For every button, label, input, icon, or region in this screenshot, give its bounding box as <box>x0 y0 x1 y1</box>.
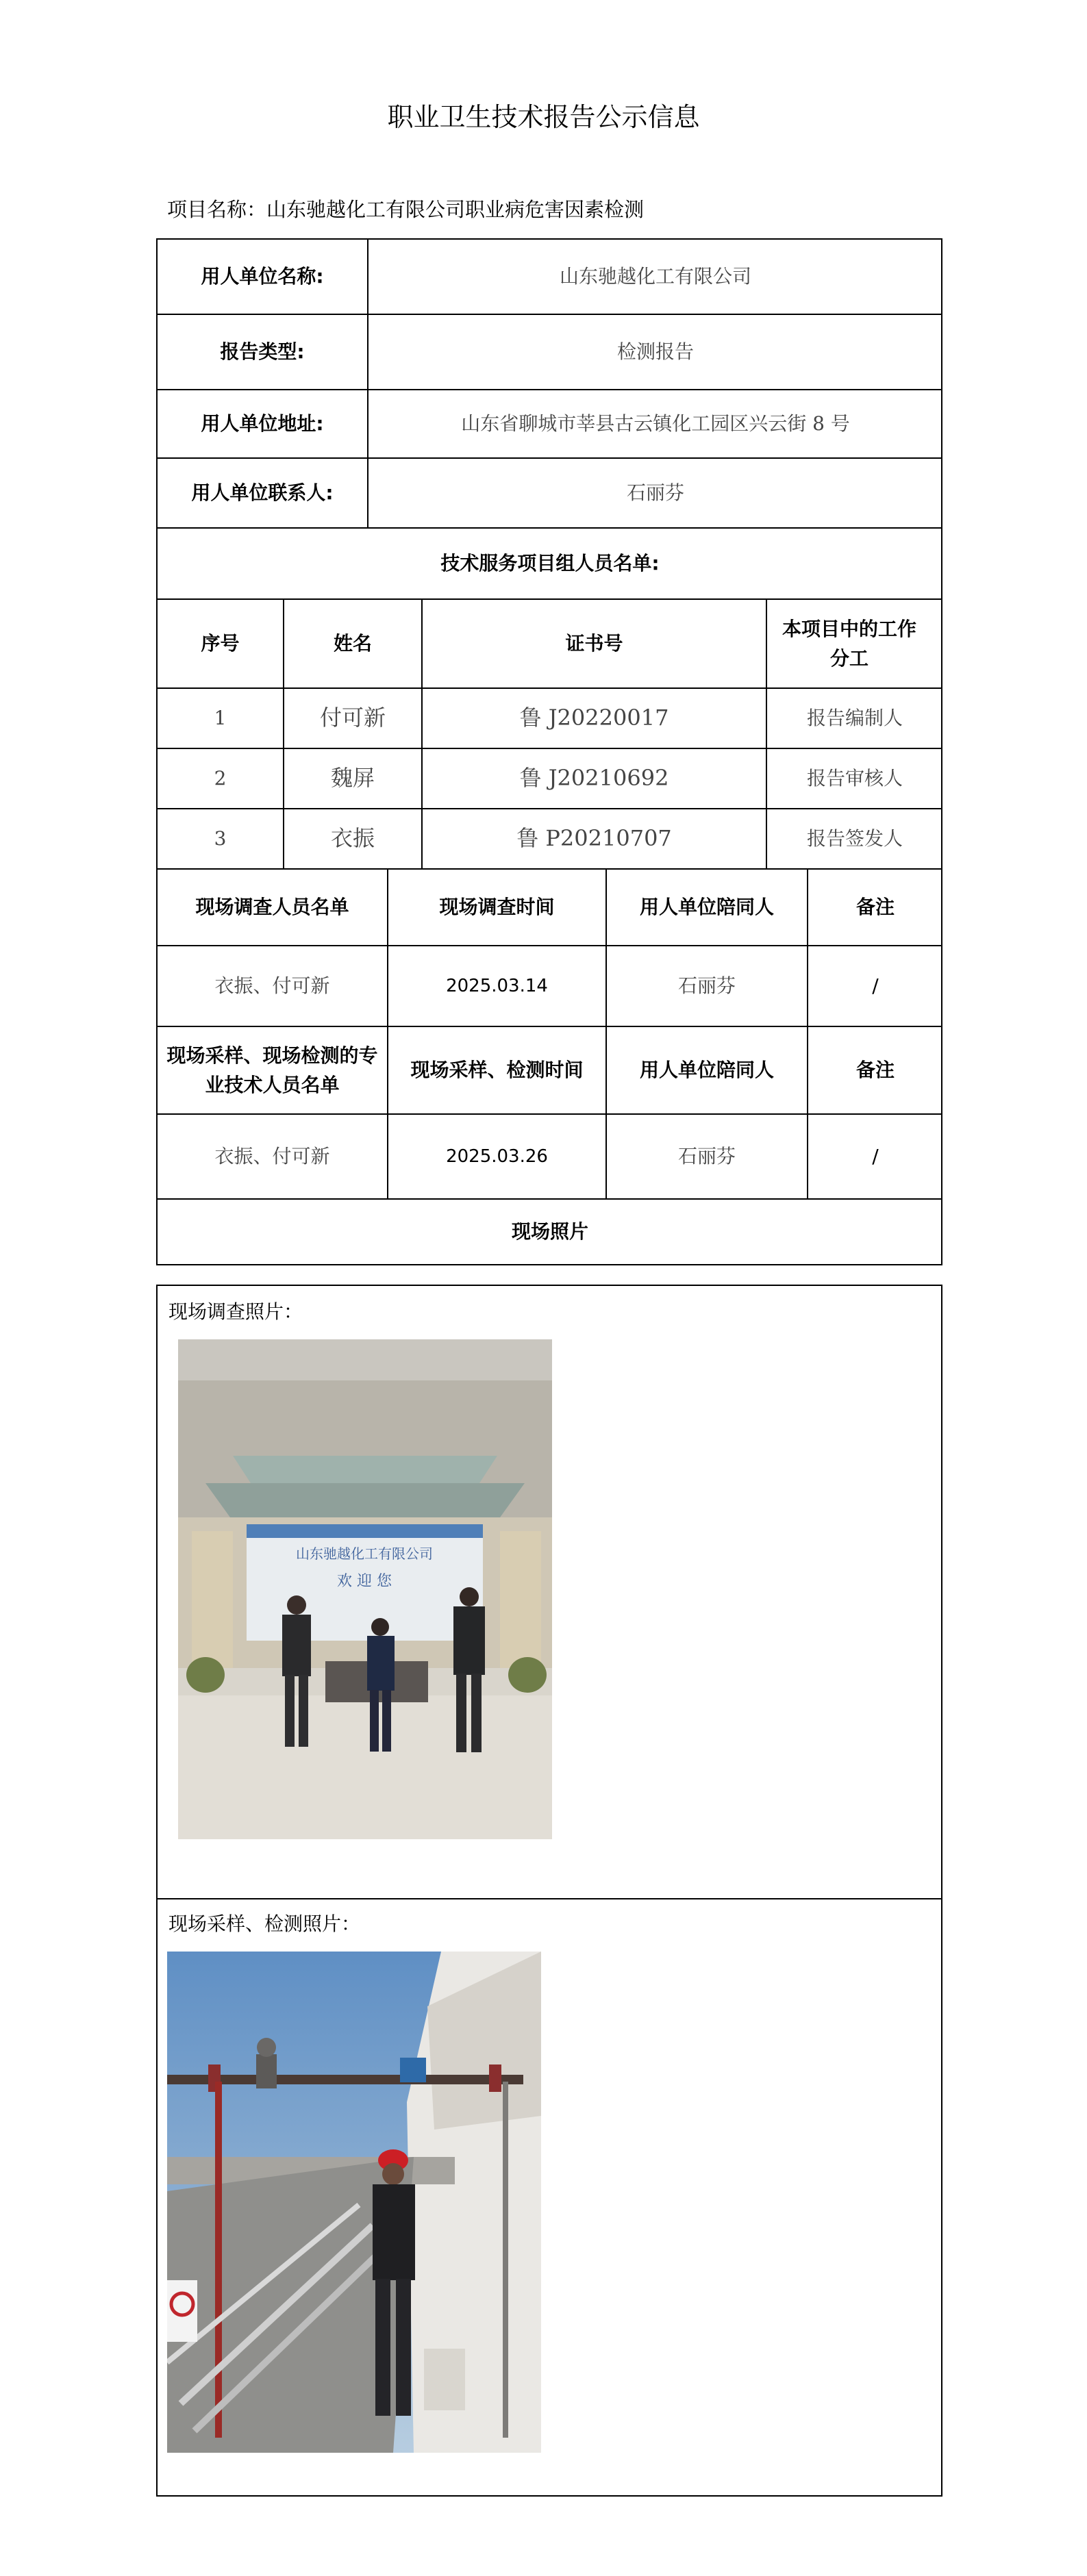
survey-note: / <box>872 974 879 998</box>
survey-header-time: 现场调查时间 <box>439 896 555 919</box>
value-contact: 石丽芬 <box>626 481 684 505</box>
sampling-time: 2025.03.26 <box>446 1146 548 1167</box>
sampling-photo <box>167 1952 541 2453</box>
team-row-1-cert: 鲁 J20220017 <box>519 705 669 731</box>
value-report-type: 检测报告 <box>616 340 694 364</box>
survey-escort: 石丽芬 <box>677 974 736 998</box>
team-header-no: 序号 <box>201 632 240 655</box>
sampling-header-note: 备注 <box>855 1059 895 1082</box>
team-row-3-role: 报告签发人 <box>806 827 903 850</box>
sampling-staff: 衣振、付可新 <box>214 1145 330 1168</box>
sampling-escort: 石丽芬 <box>677 1145 736 1168</box>
sampling-header-escort: 用人单位陪同人 <box>639 1059 774 1082</box>
team-row-2-role: 报告审核人 <box>806 767 903 790</box>
sampling-note: / <box>872 1145 879 1168</box>
sampling-header-time: 现场采样、检测时间 <box>410 1059 584 1082</box>
photo-box <box>156 1285 942 2497</box>
team-header-cert: 证书号 <box>565 632 623 655</box>
team-row-2-name: 魏屏 <box>330 765 375 792</box>
team-row-1-no: 1 <box>214 707 227 730</box>
lobby-sign-text: 山东驰越化工有限公司 <box>296 1545 433 1562</box>
sampling-header-staff: 现场采样、现场检测的专业技术人员名单 <box>166 1044 378 1096</box>
team-heading: 技术服务项目组人员名单: <box>440 552 660 575</box>
survey-header-staff: 现场调查人员名单 <box>195 896 349 919</box>
team-row-1-role: 报告编制人 <box>806 707 903 730</box>
page-title: 职业卫生技术报告公示信息 <box>387 102 700 132</box>
value-address: 山东省聊城市莘县古云镇化工园区兴云街 8 号 <box>461 412 850 435</box>
survey-photo <box>178 1339 552 1839</box>
team-row-3-cert: 鲁 P20210707 <box>516 825 672 852</box>
team-row-2-no: 2 <box>214 767 227 790</box>
project-name: 项目名称：山东驰越化工有限公司职业病危害因素检测 <box>167 198 645 221</box>
survey-time: 2025.03.14 <box>446 975 548 996</box>
photos-heading: 现场照片 <box>511 1220 588 1243</box>
survey-header-note: 备注 <box>855 896 895 919</box>
info-table <box>156 238 942 1265</box>
label-employer-name: 用人单位名称: <box>201 265 324 288</box>
survey-photo-label: 现场调查照片： <box>168 1300 303 1323</box>
survey-staff: 衣振、付可新 <box>214 974 330 998</box>
sampling-photo-label: 现场采样、检测照片： <box>168 1912 361 1935</box>
survey-header-escort: 用人单位陪同人 <box>639 896 774 919</box>
team-row-3-name: 衣振 <box>330 825 375 852</box>
value-employer-name: 山东驰越化工有限公司 <box>559 265 751 288</box>
label-report-type: 报告类型: <box>220 340 305 364</box>
lobby-welcome-text: 欢 迎 您 <box>337 1573 392 1590</box>
label-address: 用人单位地址: <box>201 412 324 435</box>
team-header-name: 姓名 <box>333 632 372 655</box>
team-row-3-no: 3 <box>214 827 227 850</box>
team-header-role: 本项目中的工作分工 <box>782 617 916 670</box>
team-row-1-name: 付可新 <box>319 705 386 731</box>
team-row-2-cert: 鲁 J20210692 <box>519 765 669 792</box>
label-contact: 用人单位联系人: <box>191 481 334 505</box>
